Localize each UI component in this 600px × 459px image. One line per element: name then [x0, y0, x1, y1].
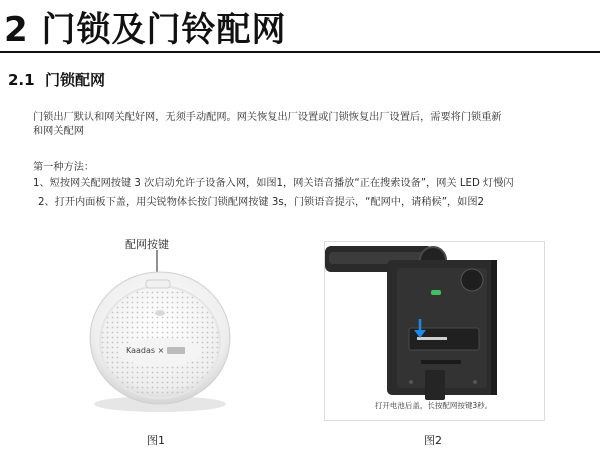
figure2-caption: 图2: [424, 434, 442, 447]
method-title: 第一种方法：: [33, 162, 95, 173]
chapter-title: [4, 2, 287, 51]
section-number: 2.1: [8, 71, 35, 89]
brand-kaadas: Kaadas: [126, 346, 156, 355]
intro-line-2: 和网关配网: [33, 126, 84, 137]
partner-logo: [167, 347, 185, 354]
section-title-text: 门锁配网: [45, 71, 106, 89]
chapter-title-text: 门锁及门铃配网: [41, 10, 287, 50]
pairing-button-callout: 配网按键: [125, 238, 169, 251]
chapter-divider: [0, 51, 600, 53]
figure1-caption: 图1: [147, 434, 165, 447]
door-lock-illustration: [325, 242, 544, 420]
intro-line-1: 门锁出厂默认和网关配好网，无须手动配网。网关恢复出厂设置或门锁恢复出厂设置后，需要将门锁重新: [33, 112, 502, 123]
section-title: [8, 69, 105, 90]
method-step-2: 2、打开内面板下盖，用尖锐物体长按门锁配网按键 3s，门锁语音提示，“配网中，请稍候”，如图2: [38, 197, 485, 208]
chapter-number: 2: [4, 10, 29, 50]
figure2-inner-caption: 打开电池后盖，长按配网按键3秒。: [374, 401, 493, 410]
gateway-brand: [126, 346, 185, 355]
gateway-figure: [70, 250, 250, 420]
door-lock-figure: [324, 241, 545, 421]
pairing-button: [146, 280, 170, 288]
method-step-1: 1、短按网关配网按键 3 次启动允许子设备入网，如图1，网关语音播放“正在搜索设备”，网关 LED 灯慢闪: [33, 178, 514, 189]
brand-separator: ×: [157, 346, 165, 355]
